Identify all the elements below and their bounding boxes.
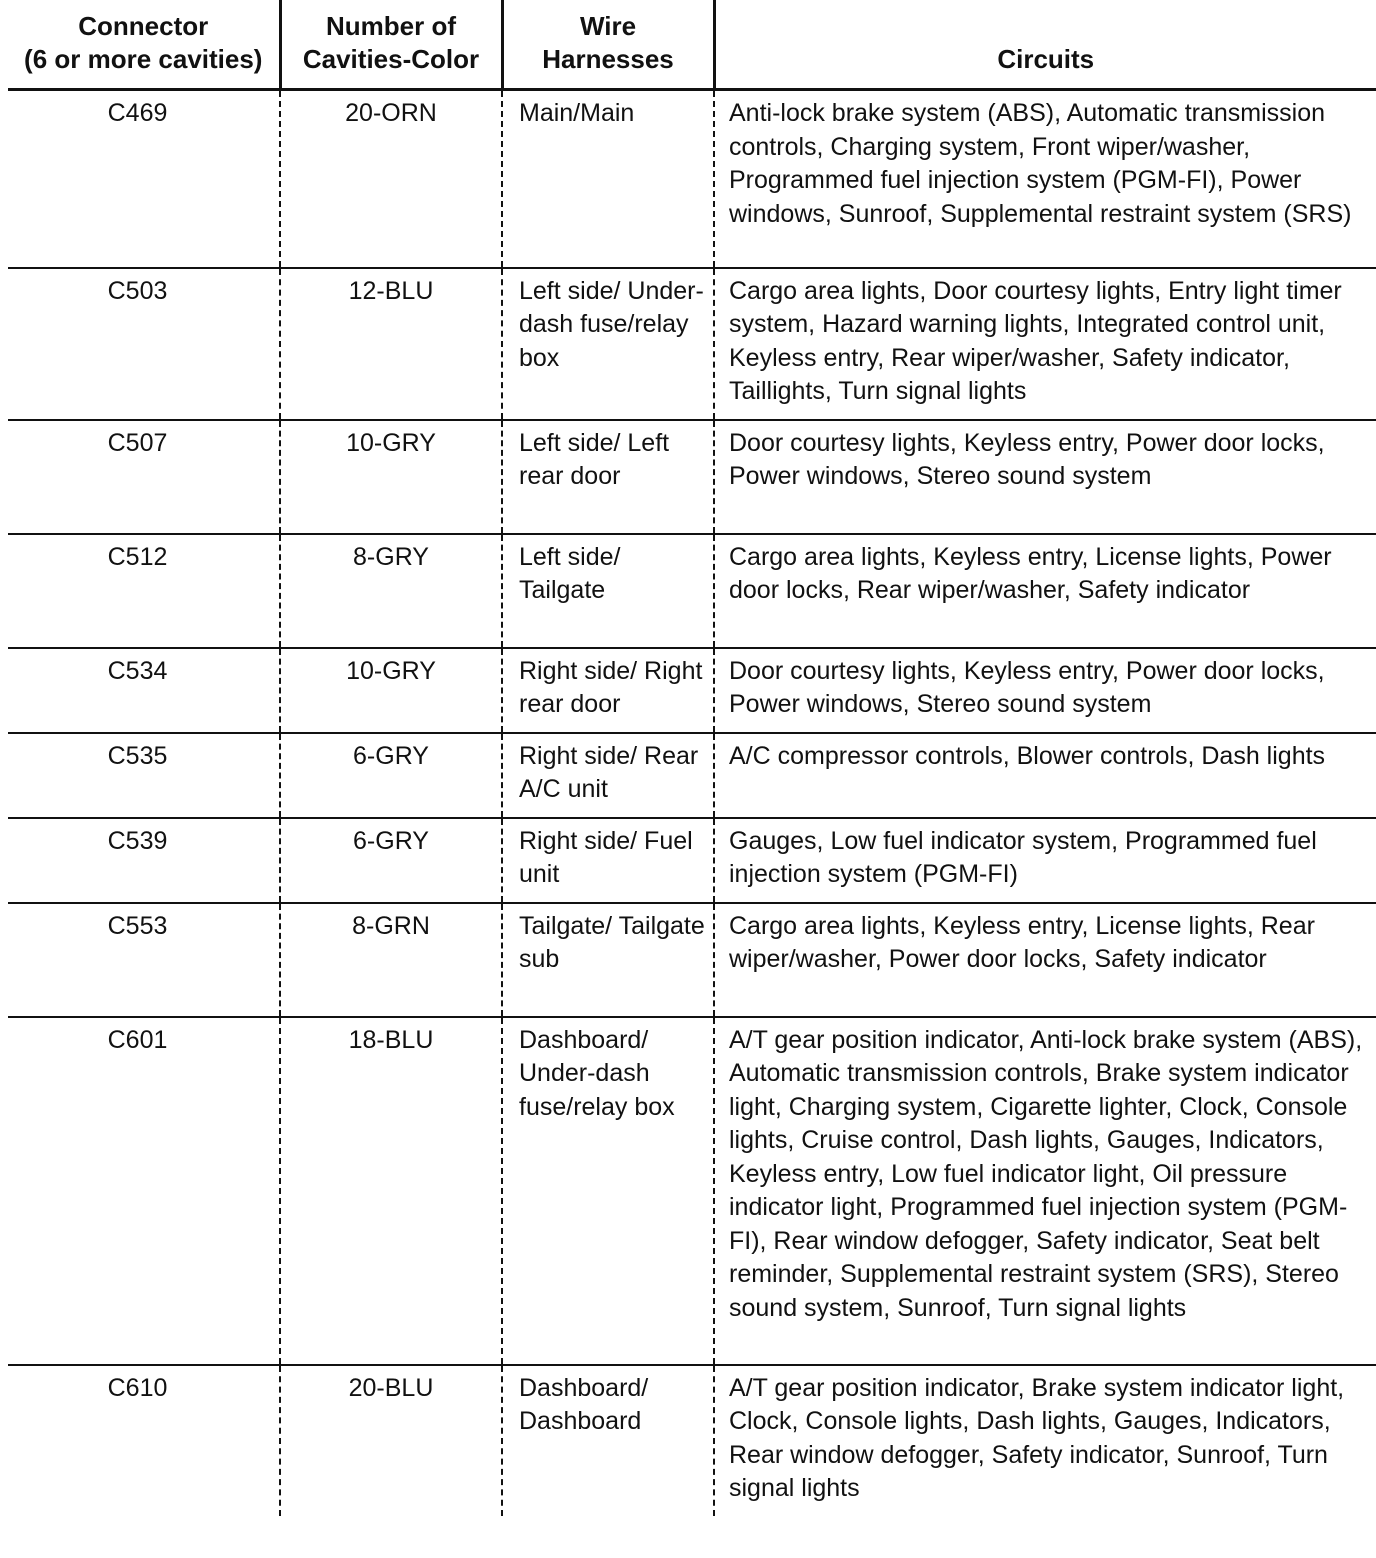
header-cavities-line1: Number of: [326, 11, 456, 41]
circuits-cell: Cargo area lights, Door courtesy lights, Entry light timer system, Hazard warning lights, Integrated control unit, Keyless entry, Rear wiper/washer, Safety indicator, Taillights, Turn signal lights: [714, 268, 1376, 420]
harness-cell: Right side/ Rear A/C unit: [502, 733, 714, 818]
circuits-cell: A/T gear position indicator, Brake system indicator light, Clock, Console lights, Dash lights, Gauges, Indicators, Rear window defogger, Safety indicator, Sunroof, Turn signal lights: [714, 1365, 1376, 1516]
table-row: [8, 90, 1376, 268]
circuits-cell: Anti-lock brake system (ABS), Automatic transmission controls, Charging system, Front wiper/washer, Programmed fuel injection system (PGM-FI), Power windows, Sunroof, Supplemental restraint system (SRS): [714, 90, 1376, 268]
connector-cell: C507: [107, 428, 168, 457]
header-harness: [502, 0, 714, 90]
table-row: [8, 733, 1376, 818]
table-row: [8, 648, 1376, 733]
header-row: [8, 0, 1376, 90]
cavities-cell: 6-GRY: [280, 818, 502, 903]
cavities-cell: 6-GRY: [280, 733, 502, 818]
table-row: [8, 1365, 1376, 1516]
header-connector-line2: (6 or more cavities): [24, 44, 263, 74]
cavities-cell: 8-GRN: [280, 903, 502, 1017]
circuits-cell: Cargo area lights, Keyless entry, License lights, Power door locks, Rear wiper/washer, Safety indicator: [714, 534, 1376, 648]
cavities-cell: 20-ORN: [280, 90, 502, 268]
table-row: [8, 1017, 1376, 1365]
connector-cell: C601: [107, 1025, 168, 1054]
header-circuits: Circuits: [714, 0, 1376, 90]
harness-cell: Left side/ Tailgate: [502, 534, 714, 648]
header-harness-line1: Wire: [579, 11, 637, 41]
table-row: [8, 903, 1376, 1017]
header-harness-line2: Harnesses: [542, 44, 674, 74]
cavities-cell: 18-BLU: [280, 1017, 502, 1365]
harness-cell: Right side/ Fuel unit: [502, 818, 714, 903]
cavities-cell: 8-GRY: [280, 534, 502, 648]
circuits-cell: Gauges, Low fuel indicator system, Programmed fuel injection system (PGM-FI): [714, 818, 1376, 903]
circuits-cell: Door courtesy lights, Keyless entry, Power door locks, Power windows, Stereo sound system: [714, 648, 1376, 733]
harness-cell: Left side/ Left rear door: [502, 420, 714, 534]
cavities-cell: 10-GRY: [280, 648, 502, 733]
circuits-cell: A/C compressor controls, Blower controls, Dash lights: [714, 733, 1376, 818]
connector-cell: C553: [107, 911, 168, 940]
header-cavities: [280, 0, 502, 90]
harness-cell: Left side/ Under-dash fuse/relay box: [502, 268, 714, 420]
cavities-cell: 20-BLU: [280, 1365, 502, 1516]
connector-cell: C469: [107, 99, 168, 127]
header-cavities-line2: Cavities-Color: [302, 44, 480, 74]
cavities-cell: 10-GRY: [280, 420, 502, 534]
connector-cell: C535: [107, 741, 168, 770]
harness-cell: Dashboard/ Under-dash fuse/relay box: [502, 1017, 714, 1365]
connector-cell: C503: [107, 276, 168, 305]
circuits-cell: Cargo area lights, Keyless entry, License lights, Rear wiper/washer, Power door locks, Safety indicator: [714, 903, 1376, 1017]
connector-cell: C534: [107, 656, 168, 685]
harness-cell: Tailgate/ Tailgate sub: [502, 903, 714, 1017]
header-connector: [8, 0, 280, 90]
table-row: [8, 818, 1376, 903]
harness-cell: Main/Main: [502, 90, 714, 268]
connector-cell: C610: [107, 1373, 168, 1402]
table-row: [8, 534, 1376, 648]
table-row: [8, 268, 1376, 420]
connector-table: [8, 0, 1376, 1516]
harness-cell: Right side/ Right rear door: [502, 648, 714, 733]
cavities-cell: 12-BLU: [280, 268, 502, 420]
harness-cell: Dashboard/ Dashboard: [502, 1365, 714, 1516]
connector-cell: C539: [107, 826, 168, 855]
circuits-cell: Door courtesy lights, Keyless entry, Power door locks, Power windows, Stereo sound system: [714, 420, 1376, 534]
header-connector-line1: Connector: [78, 11, 209, 41]
table-row: [8, 420, 1376, 534]
connector-cell: C512: [107, 542, 168, 571]
circuits-cell: A/T gear position indicator, Anti-lock brake system (ABS), Automatic transmission controls, Brake system indicator light, Charging system, Cigarette lighter, Clock, Console lights, Cruise control, Dash lights, Gauges, Indicators, Keyless entry, Low fuel indicator light, Oil pressure indicator light, Programmed fuel injection system (PGM-FI), Rear window defogger, Safety indicator, Seat belt reminder, Supplemental restraint system (SRS), Stereo sound system, Sunroof, Turn signal lights: [714, 1017, 1376, 1365]
